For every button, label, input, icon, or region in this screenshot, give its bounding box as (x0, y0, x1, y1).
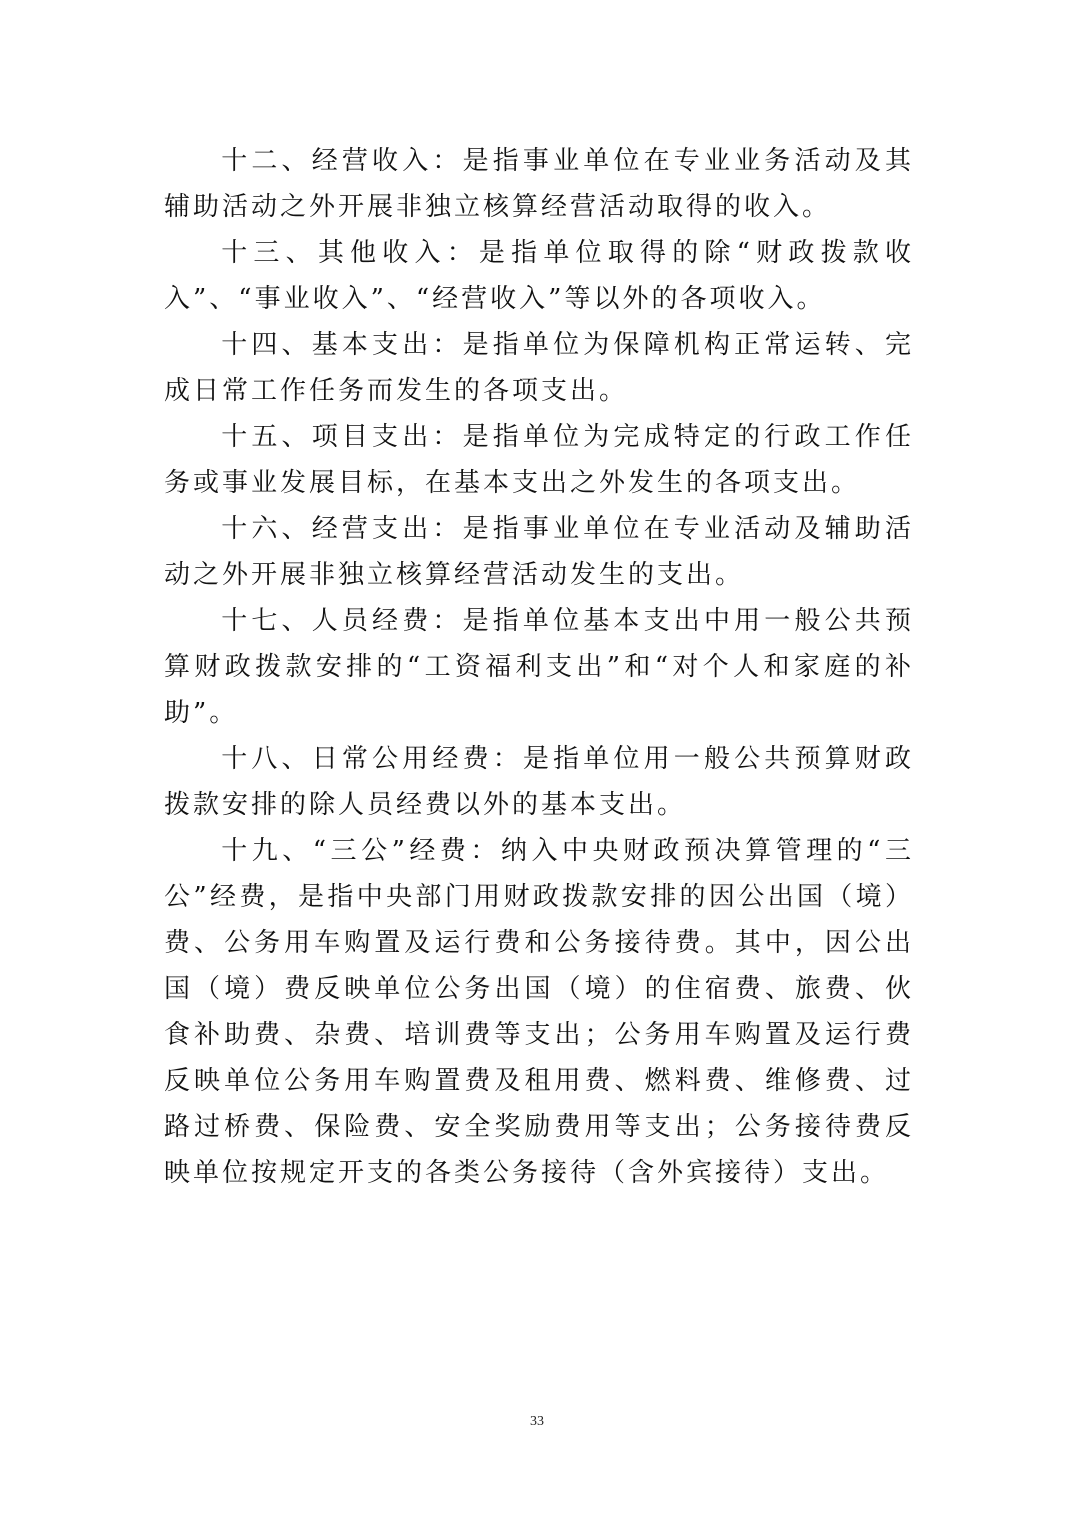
paragraph-other-income: 十三、其他收入：是指单位取得的除“财政拨款收入”、“事业收入”、“经营收入”等以外的各项收入。 (164, 238, 914, 314)
paragraph-daily-public-expenses: 十八、日常公用经费：是指单位用一般公共预算财政拨款安排的除人员经费以外的基本支出。 (164, 744, 914, 820)
paragraph-operating-income: 十二、经营收入：是指事业单位在专业业务活动及其辅助活动之外开展非独立核算经营活动取得的收入。 (164, 146, 914, 222)
paragraph-personnel-expenses: 十七、人员经费：是指单位基本支出中用一般公共预算财政拨款安排的“工资福利支出”和“对个人和家庭的补助”。 (164, 606, 914, 728)
document-body (164, 138, 914, 1196)
paragraph-project-expenditure: 十五、项目支出：是指单位为完成特定的行政工作任务或事业发展目标，在基本支出之外发生的各项支出。 (164, 422, 914, 498)
paragraph-three-public-expenses: 十九、“三公”经费：纳入中央财政预决算管理的“三公”经费，是指中央部门用财政拨款安排的因公出国（境）费、公务用车购置及运行费和公务接待费。其中，因公出国（境）费反映单位公务出国（境）的住宿费、旅费、伙食补助费、杂费、培训费等支出；公务用车购置及运行费反映单位公务用车购置费及租用费、燃料费、维修费、过路过桥费、保险费、安全奖励费用等支出；公务接待费反映单位按规定开支的各类公务接待（含外宾接待）支出。 (164, 836, 914, 1188)
paragraph-operating-expenditure: 十六、经营支出：是指事业单位在专业活动及辅助活动之外开展非独立核算经营活动发生的支出。 (164, 514, 914, 590)
paragraph-basic-expenditure: 十四、基本支出：是指单位为保障机构正常运转、完成日常工作任务而发生的各项支出。 (164, 330, 914, 406)
page-number: 33 (530, 1414, 544, 1429)
